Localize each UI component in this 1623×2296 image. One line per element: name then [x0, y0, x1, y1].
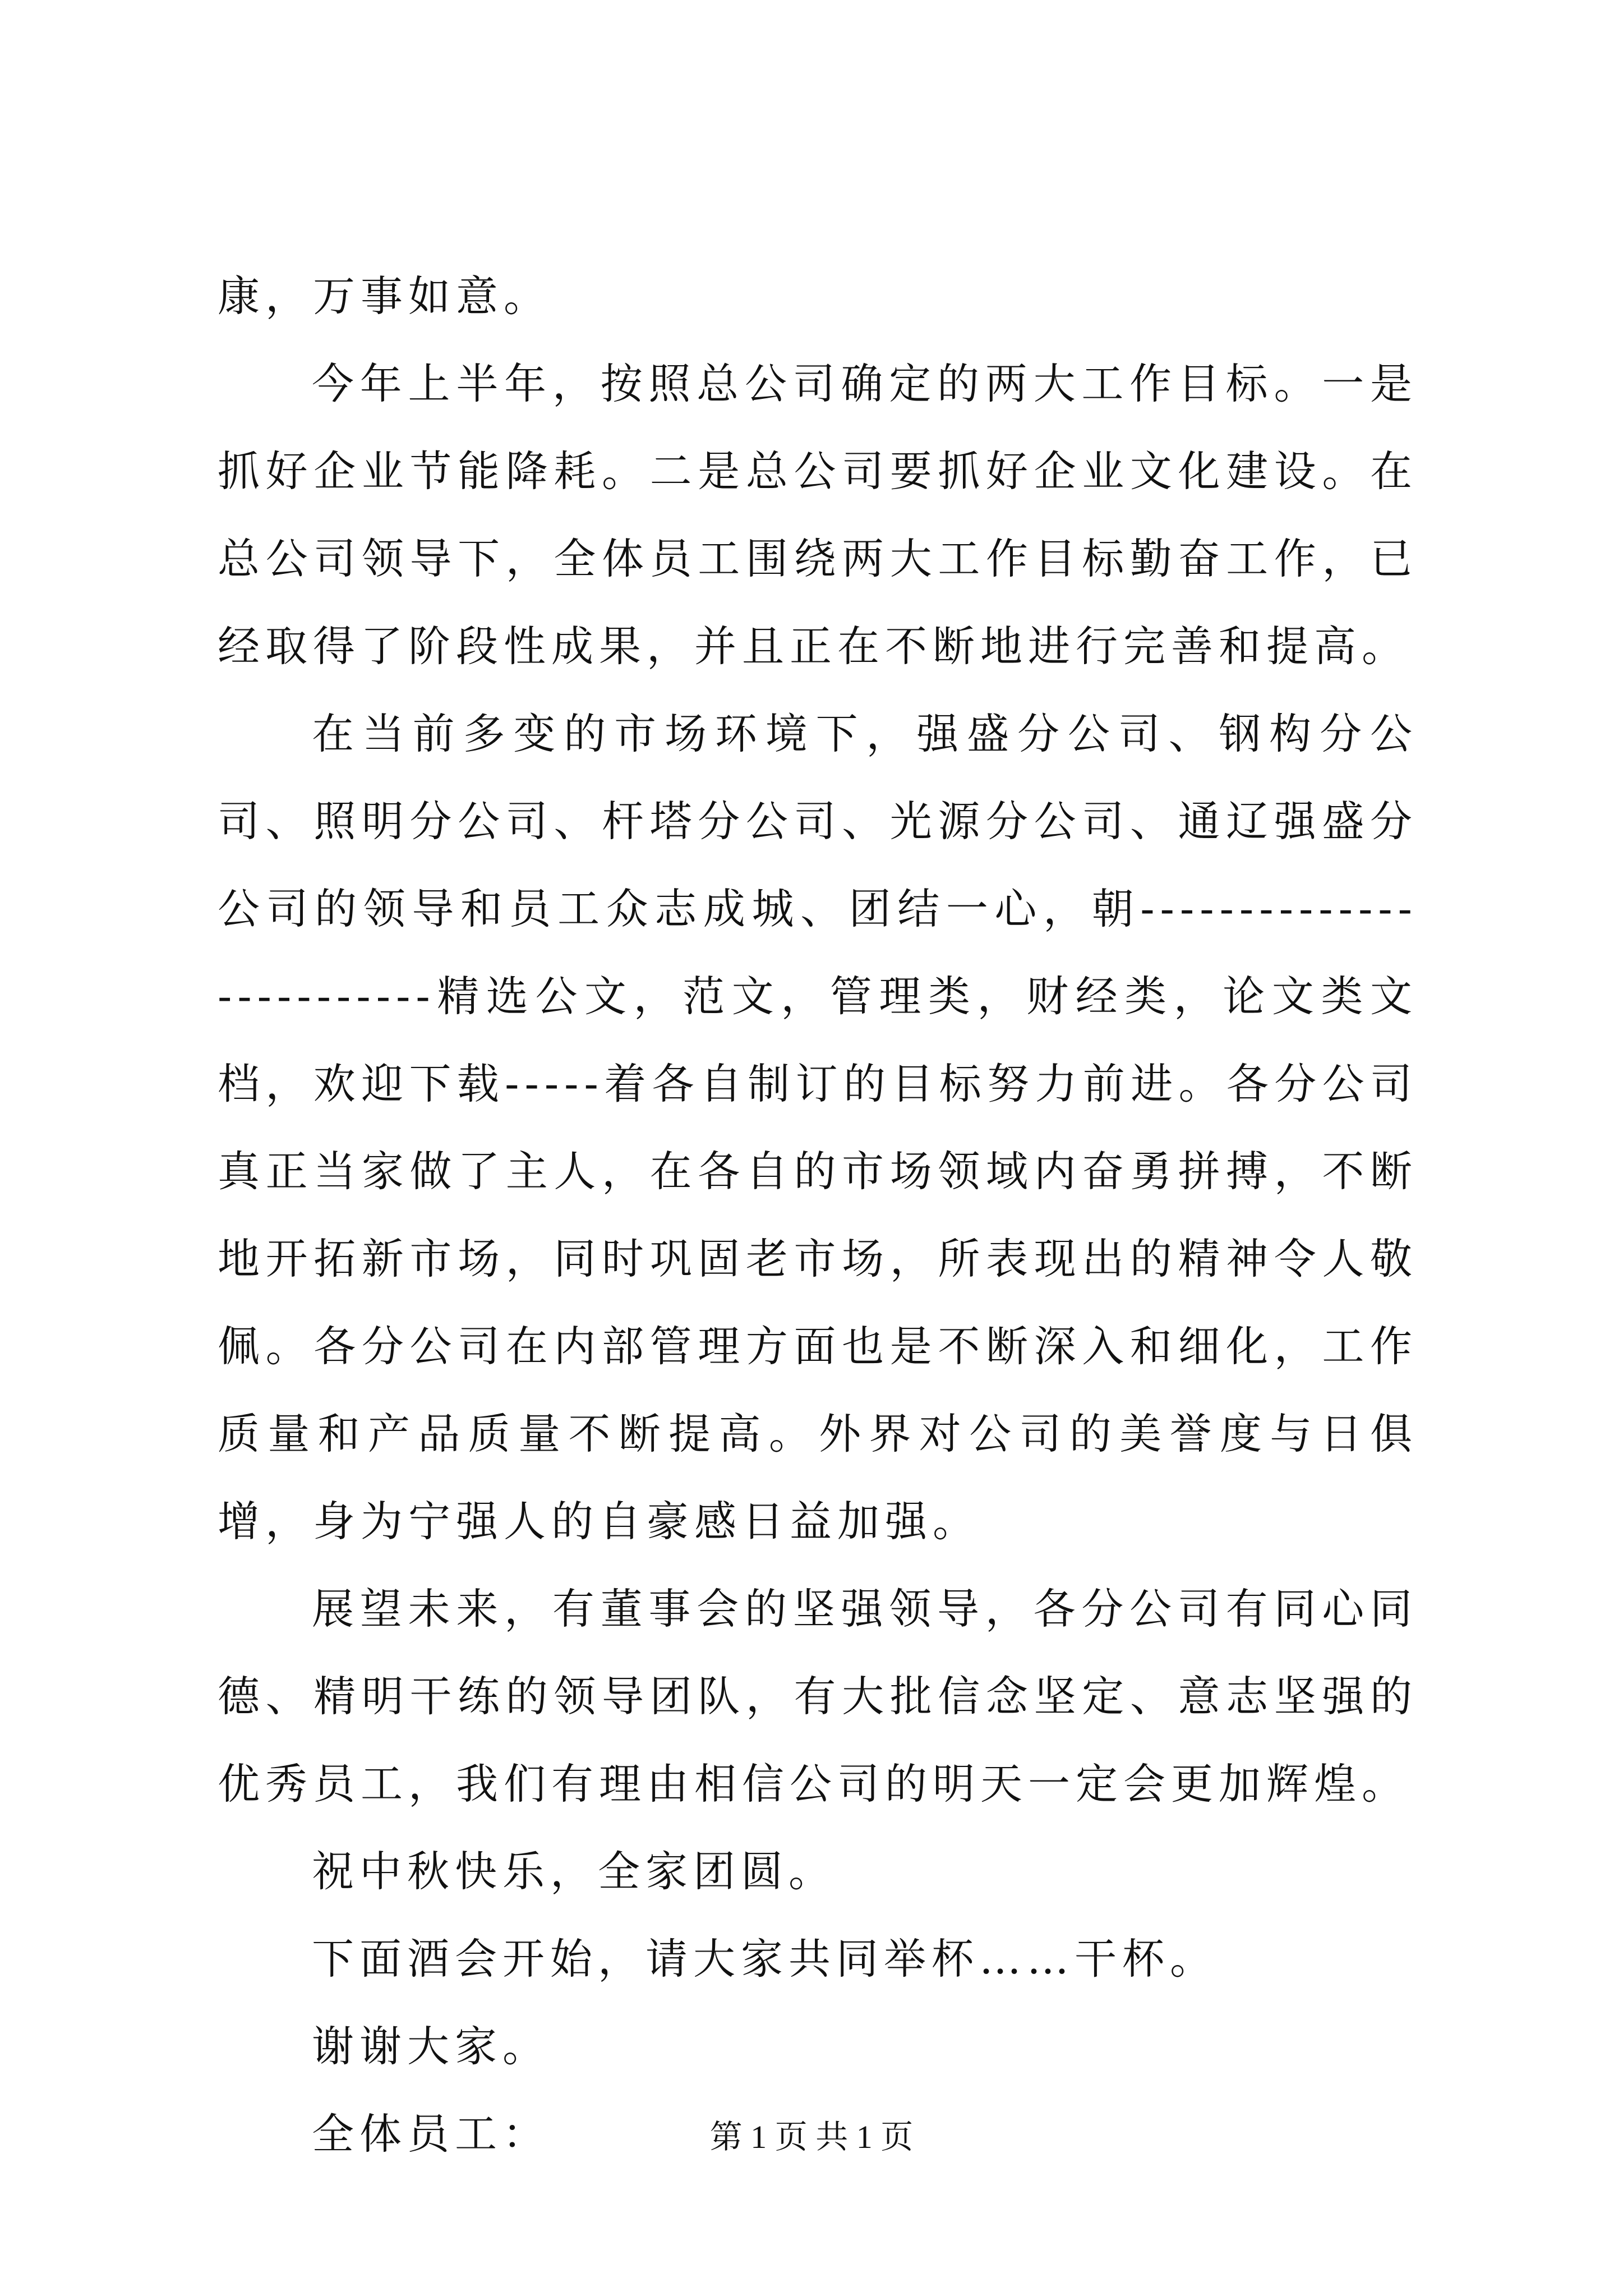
- page-footer: 第 1 页 共 1 页: [709, 2119, 914, 2155]
- document-body: [218, 252, 1418, 2178]
- paragraph-6: 下面酒会开始，请大家共同举杯……干杯。: [312, 1934, 1218, 1984]
- paragraph-4: 展望未来，有董事会的坚强领导，各分公司有同心同德、精明干练的领导团队，有大批信念坚定、意志坚强的优秀员工，我们有理由相信公司的明天一定会更加辉煌。: [218, 1584, 1418, 1809]
- paragraph-3: 在当前多变的市场环境下，强盛分公司、钢构分公司、照明分公司、杆塔分公司、光源分公司、通辽强盛分公司的领导和员工众志成城、团结一心，朝-------------------------精选公文，范文，管理类，财经类，论文类文档，欢迎下载-----着各自制订的目标努力前进。各分公司真正当家做了主人，在各自的市场领域内奋勇拼搏，不断地开拓新市场，同时巩固老市场，所表现出的精神令人敬佩。各分公司在内部管理方面也是不断深入和细化，工作质量和产品质量不断提高。外界对公司的美誉度与日俱增，身为宁强人的自豪感日益加强。: [218, 709, 1418, 1546]
- paragraph-5: 祝中秋快乐，全家团圆。: [312, 1847, 837, 1896]
- paragraph-7: 谢谢大家。: [312, 2022, 551, 2071]
- paragraph-1: 康，万事如意。: [218, 272, 552, 321]
- paragraph-8: 全体员工：: [312, 2109, 551, 2159]
- paragraph-2: 今年上半年，按照总公司确定的两大工作目标。一是抓好企业节能降耗。二是总公司要抓好企业文化建设。在总公司领导下，全体员工围绕两大工作目标勤奋工作，已经取得了阶段性成果，并且正在不断地进行完善和提高。: [218, 359, 1418, 671]
